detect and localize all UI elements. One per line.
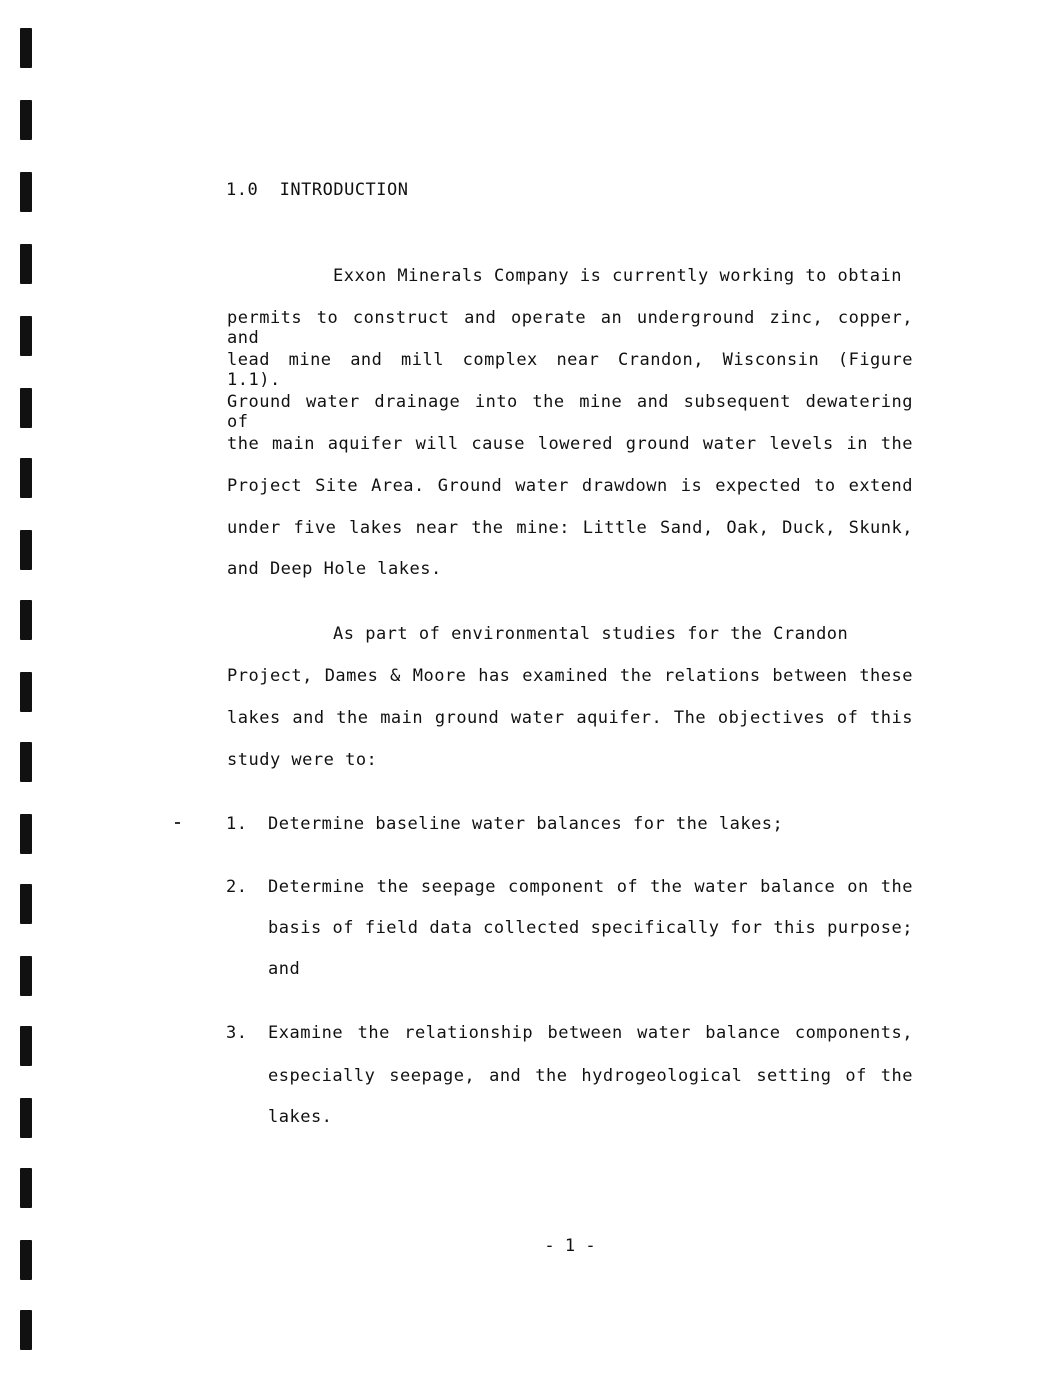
section-heading: 1.0 INTRODUCTION: [226, 180, 409, 200]
list-item-line: Determine baseline water balances for the lakes;: [268, 814, 784, 834]
list-item-line: and: [268, 959, 301, 979]
paragraph-line: the main aquifer will cause lowered ground water levels in the: [227, 434, 913, 454]
stray-mark: [175, 822, 180, 824]
list-item-line: Determine the seepage component of the water balance on the: [268, 877, 913, 897]
paragraph-line: Project Site Area. Ground water drawdown is expected to extend: [227, 476, 913, 496]
list-item-line: especially seepage, and the hydrogeological setting of the: [268, 1066, 913, 1086]
paragraph-line: As part of environmental studies for the Crandon: [333, 624, 849, 644]
paragraph-line: lakes and the main ground water aquifer. The objectives of this: [227, 708, 913, 728]
paragraph-line: Exxon Minerals Company is currently working to obtain: [333, 266, 902, 286]
list-item-line: Examine the relationship between water balance components,: [268, 1023, 913, 1043]
paragraph-line: lead mine and mill complex near Crandon, Wisconsin (Figure 1.1).: [227, 350, 913, 390]
paragraph-line: Ground water drainage into the mine and subsequent dewatering of: [227, 392, 913, 432]
paragraph-line: permits to construct and operate an underground zinc, copper, and: [227, 308, 913, 348]
paragraph-line: under five lakes near the mine: Little Sand, Oak, Duck, Skunk,: [227, 518, 913, 538]
list-item-line: lakes.: [268, 1107, 333, 1127]
list-item-number: 1.: [226, 814, 248, 834]
paragraph-line: study were to:: [227, 750, 378, 770]
paragraph-line: and Deep Hole lakes.: [227, 559, 442, 579]
paragraph-line: Project, Dames & Moore has examined the relations between these: [227, 666, 913, 686]
page-number: - 1 -: [544, 1236, 596, 1256]
list-item-number: 2.: [226, 877, 248, 897]
list-item-line: basis of field data collected specifically for this purpose;: [268, 918, 913, 938]
list-item-number: 3.: [226, 1023, 248, 1043]
